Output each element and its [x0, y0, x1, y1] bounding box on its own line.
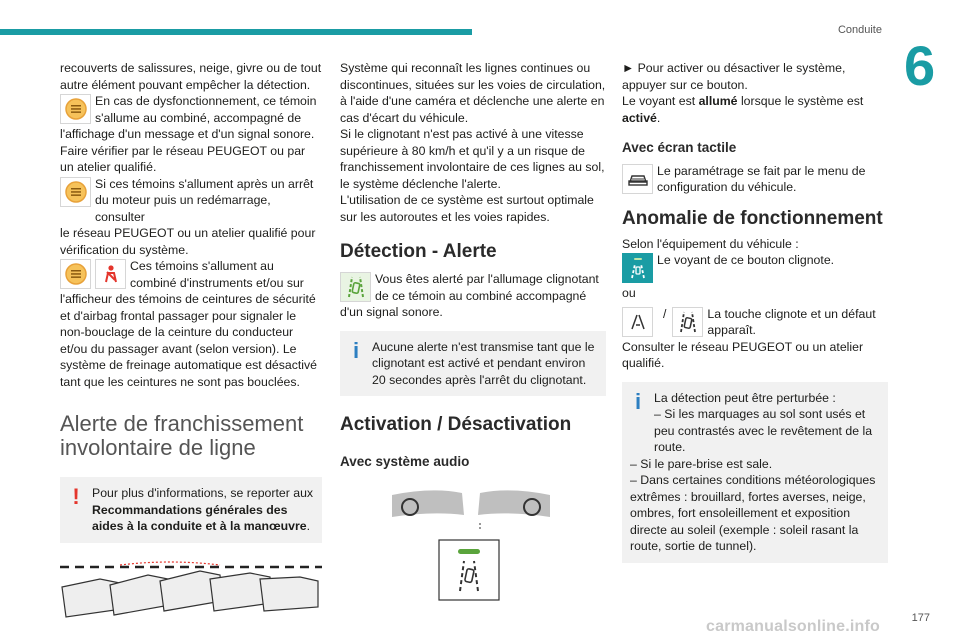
column-2: [340, 60, 606, 606]
note-text: – Dans certaines conditions météorologiques extrêmes : brouillard, fortes averses, neige, ombres, fort ensoleillement et exposition directe au soleil (exemple : soleil rasant la route, sortie de tunnel).: [630, 473, 876, 553]
lane-button-illustration: [438, 539, 606, 606]
warning-lamp-row: [60, 176, 322, 226]
paragraph: l'afficheur des témoins de ceintures de sécurité et d'airbag frontal passager pour signaler le non-bouclage de la ceinture du conducteur et/ou du passager avant (selon version). Le système de freinage automatique est désactivé tant que les ceintures ne sont pas bouclées.: [60, 292, 318, 389]
slash-separator: /: [663, 306, 667, 321]
paragraph: Si ces témoins s'allument après un arrêt du moteur puis un redémarrage, consulter: [95, 176, 314, 224]
paragraph: Selon l'équipement du véhicule :: [622, 236, 799, 251]
paragraph: ou: [622, 286, 636, 300]
page-number: 177: [911, 612, 930, 624]
warning-lamp-row: [60, 258, 322, 291]
lane-lamp-row: [340, 271, 606, 304]
watermark: carmanualsonline.info: [706, 618, 881, 635]
info-note: [622, 382, 888, 563]
warning-lamp-row: [60, 93, 322, 126]
note-text: La détection peut être perturbée :: [654, 390, 836, 405]
paragraph: Système qui reconnaît les lignes continues ou discontinues, situées sur les voies de circulation, à l'aide d'une caméra et déclenche une alerte en cas d'écart du véhicule.: [340, 61, 606, 125]
text: lorsque le système est: [737, 94, 864, 108]
paragraph: La touche clignote et un défaut apparaît.: [707, 306, 876, 337]
note-text: – Si les marquages au sol sont usés et peu contrastés avec le revêtement de la route.: [654, 407, 873, 454]
exclamation-icon: !: [72, 484, 80, 509]
paragraph: recouverts de salissures, neige, givre ou de tout autre élément pouvant empêcher la détection.: [60, 61, 322, 92]
chapter-number: 6: [904, 34, 936, 97]
paragraph: d'un signal sonore.: [340, 305, 443, 319]
column-3: [622, 60, 888, 563]
note-text: – Si le pare-brise est sale.: [630, 456, 773, 471]
lane-assist-button-icon: [622, 253, 653, 283]
subsection-heading: Avec système audio: [340, 454, 470, 469]
lane-departure-illustration: [60, 561, 322, 626]
lane-departure-lamp-icon: [340, 272, 371, 302]
paragraph: l'affichage d'un message et d'un signal sonore. Faire vérifier par le réseau PEUGEOT ou par un atelier qualifié.: [60, 127, 315, 174]
column-1: [60, 60, 322, 625]
section-heading: Détection - Alerte: [340, 241, 497, 262]
warning-note: [60, 477, 322, 543]
text: Le voyant est: [622, 94, 699, 108]
paragraph: [622, 93, 888, 126]
info-icon: i: [634, 388, 642, 414]
service-warning-lamp-icon: [60, 94, 91, 124]
service-warning-lamp-icon: [60, 177, 91, 207]
paragraph: L'utilisation de ce système est surtout optimale sur les autoroutes et les voies rapides.: [340, 193, 594, 224]
note-text: Aucune alerte n'est transmise tant que le clignotant est activé et pendant environ 20 secondes après l'arrêt du clignotant.: [372, 339, 595, 387]
note-text: .: [306, 519, 311, 533]
note-reference: Recommandations générales des aides à la conduite et à la manœuvre: [92, 502, 307, 533]
paragraph: Le paramétrage se fait par le menu de configuration du véhicule.: [657, 163, 866, 194]
paragraph: Si le clignotant n'est pas activé à une vitesse supérieure à 80 km/h et qu'il y a un risque de franchissement involontaire de ces lignes au sol, le système déclenche l'alerte.: [340, 127, 605, 191]
text-bold: activé: [622, 110, 657, 125]
paragraph: Le voyant de ce bouton clignote.: [657, 253, 835, 267]
text: .: [656, 110, 661, 125]
paragraph: Consulter le réseau PEUGEOT ou un atelier qualifié.: [622, 339, 864, 370]
info-note: [340, 331, 606, 397]
section-title: Conduite: [837, 24, 882, 36]
service-warning-lamp-icon: [60, 259, 91, 289]
paragraph: Vous êtes alerté par l'allumage clignotant de ce témoin au combiné accompagné: [375, 272, 599, 303]
note-text: Pour plus d'informations, se reporter aux: [92, 486, 314, 500]
steering-wheel-illustration: [392, 487, 606, 536]
text-bold: allumé: [698, 94, 738, 108]
lane-departure-key-icon: [672, 307, 703, 337]
paragraph: le réseau PEUGEOT ou un atelier qualifié pour vérification du système.: [60, 226, 316, 257]
paragraph: En cas de dysfonctionnement, ce témoin s'allume au combiné, accompagné de: [95, 94, 317, 125]
seatbelt-warning-icon: [95, 259, 126, 289]
info-icon: i: [352, 337, 360, 363]
button-blink-row: [622, 252, 888, 283]
key-blink-row: [622, 306, 888, 339]
touchscreen-row: [622, 163, 888, 196]
paragraph: ► Pour activer ou désactiver le système, appuyer sur ce bouton.: [622, 61, 846, 92]
section-heading: Alerte de franchissement involontaire de ligne: [60, 411, 304, 460]
subsection-heading: Avec écran tactile: [622, 140, 737, 155]
paragraph: Ces témoins s'allument au combiné d'instruments et/ou sur: [130, 259, 304, 290]
section-heading: Anomalie de fonctionnement: [622, 207, 883, 229]
header-accent-bar: [0, 29, 472, 35]
section-heading: Activation / Désactivation: [340, 414, 572, 435]
car-settings-icon: [622, 164, 653, 194]
lane-warning-key-icon: [622, 307, 653, 337]
